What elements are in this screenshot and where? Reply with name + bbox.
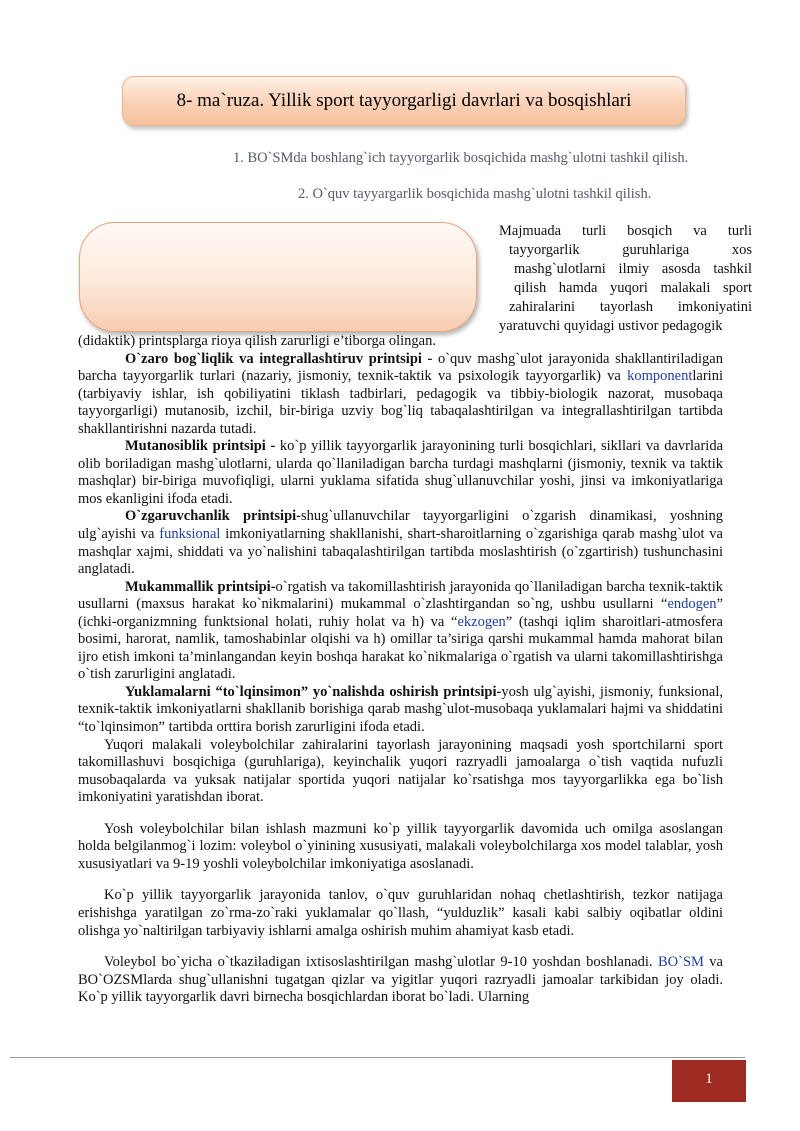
link-funksional[interactable]: funksional [159,526,221,543]
intro-line: Majmuada turli bosqich va turli [499,223,752,239]
principle-name: Mukammallik printsipi- [125,578,276,595]
paragraph-6: Yuqori malakali voleybolchilar zahiralarini tayorlash jarayonining maqsadi yosh sportchilarni sport takomillashuvi bosqichiga (guruhlariga), keyinchalik yuqori razryadli jamoalarga o`tish vaqtida nufuzli musobaqalarda va yuksak natijalar sportida yuqori natijalar ko`rsatishga mos tayyorgarlikka ega bo`lish imkoniyatini yaratishdan iborat. [78,736,723,806]
principle-name: Yuklamalarni “to`lqinsimon” yo`nalishda oshirish printsipi- [125,683,502,700]
link-komponent[interactable]: komponent [627,368,693,385]
principle-name: Mutanosiblik printsipi - [125,438,280,455]
plan-item-1: 1. BO`SMda boshlang`ich tayyorgarlik bosqichida mashg`ulotni tashkil qilish. [233,150,689,166]
intro-line: tayyorgarlik guruhlariga xos [509,242,752,258]
lecture-title: 8- ma`ruza. Yillik sport tayyorgarligi davrlari va bosqishlari [176,90,632,111]
lecture-title-banner [122,76,686,126]
paragraph-principle-5: Yuklamalarni “to`lqinsimon” yo`nalishda oshirish printsipi-yosh ulg`ayishi, jismoniy, funksional, texnik-taktik imkoniyatlarni shakllanib borishiga qarab mashg`ulot-musobaqa yuklamalari hajmi va shiddatini “to`lqinsimon” tartibda orttira borish zarurligini ifoda etadi. [78,683,723,736]
principle-name: O`zgaruvchanlik printsipi- [125,508,301,525]
paragraph-9: Voleybol bo`yicha o`tkaziladigan ixtisoslashtirilgan mashg`ulotlar 9-10 yoshdan boshlanadi. BO`SM va BO`OZSMlarda shug`ullanishni tugatgan qizlar va yigitlar yuqori razryadli jamoalar tarkibidan joy oladi. Ko`p yillik tayyorgarlik davri birnecha bosqichlardan iborat bo`ladi. Ularning [78,954,723,1006]
intro-line: yaratuvchi quyidagi ustivor pedagogik [499,318,723,334]
paragraph-7: Yosh voleybolchilar bilan ishlash mazmuni ko`p yillik tayyorgarlik davomida uch omilga asoslangan holda belgilanmog`i lozim: voleybol o`yinining xususiyati, malakali voleybolchilarga xos model talablar, yosh xususiyatlari va 9-19 yoshli voleybolchilar imkoniyatiga asoslanadi. [78,820,723,872]
intro-tail: (didaktik) printsplarga rioya qilish zarurligi e’tiborga olingan. [78,333,436,349]
principle-name: O`zaro bog`liqlik va integrallashtiruv printsipi - [125,350,438,367]
paragraph-8: Ko`p yillik tayyorgarlik jarayonida tanlov, o`quv guruhlaridan nohaq chetlashtirish, tezkor natijaga erishishga yaratilgan zo`rma-zo`raki yuklamalar qo`llash, “yulduzlik” kasali kabi salbiy oqibatlar oldini olishga yo`naltirilgan tarbiyaviy ishlarni amalga oshirish muhim ahamiyat kasb etadi. [78,887,723,939]
link-ekzogen[interactable]: ekzogen [457,613,506,630]
body-text [78,333,723,1007]
paragraph-principle-1: O`zaro bog`liqlik va integrallashtiruv printsipi - o`quv mashg`ulot jarayonida shakllantiriladigan barcha tayyorgarlik turlari (nazariy, jismoniy, texnik-taktik va psixologik tayyorgarlik) va komponentlarini (tarbiyaviy ishlar, ish qobiliyatini tiklash tadbirlari, pedagogik va tibbiy-biologik nazorat, musobaqa tayyorgarligi) mutanosib, izchil, bir-biriga uzviy bog`liq tabaqalashtirilgan va integrallashtirilgan tartibda shakllantirishni nazarda tutadi. [78,350,723,437]
decorative-rounded-shape [79,222,477,332]
plan-item-2: 2. O`quv tayyargarlik bosqichida mashg`ulotni tashkil qilish. [298,186,652,202]
paragraph-principle-2: Mutanosiblik printsipi - ko`p yillik tayyorgarlik jarayonining turli bosqichlari, sikllari va davrlarida olib boriladigan mashg`ulotlarni, ularda qo`llaniladigan barcha turdagi mashqlarni (jismoniy, texnik va taktik mashqlar) bir-biriga muvofiqligi, ularni yuklama sifatida shug`ullanuvchilar yoshi, jinsi va imkoniyatlariga mos ekanligini ifoda etadi. [78,438,724,507]
link-bosm[interactable]: BO`SM [657,954,704,971]
page-number: 1 [705,1071,713,1087]
link-endogen[interactable]: endogen [667,596,717,613]
intro-line: mashg`ulotlarni ilmiy asosda tashkil [514,261,752,277]
paragraph-principle-3: O`zgaruvchanlik printsipi-shug`ullanuvchilar tayyorgarligini o`zgarish dinamikasi, yoshning ulg`ayishi va funksional imkoniyatlarning shakllanishi, shart-sharoitlarning o`zgarishiga qarab mashg`ulot va mashqlar xajmi, shiddati va yo`nalishini tabaqalashtirilgan tartibda moslashtirish (o`zgartirish) tushunchasini anglatadi. [78,508,723,578]
footer-divider [10,1057,745,1058]
page-number-badge [672,1060,746,1102]
paragraph-principle-4: Mukammallik printsipi-o`rgatish va takomillashtirish jarayonida qo`llaniladigan barcha texnik-taktik usullarni (maxsus harakat ko`nikmalarini) mukammal o`zlashtirgandan so`ng, ushbu usullarni “endogen” (ichki-organizmning funktsional holati, ruhiy holat va h) va “ekzogen” (tashqi iqlim sharoitlari-atmosfera bosimi, harorat, namlik, tamoshabinlar olqishi va h) omillar ta’siriga qarshi mukammal hamda mahorat bilan ijro etish imkoni ta’minlangandan keyin boshqa harakat ko`nikmalariga o`rgatish va ularni takomillashtirishga o`tish zarurligini anglatadi. [78,578,723,683]
intro-line: zahiralarini tayorlash imkoniyatini [509,299,752,315]
intro-line: qilish hamda yuqori malakali sport [514,280,752,296]
